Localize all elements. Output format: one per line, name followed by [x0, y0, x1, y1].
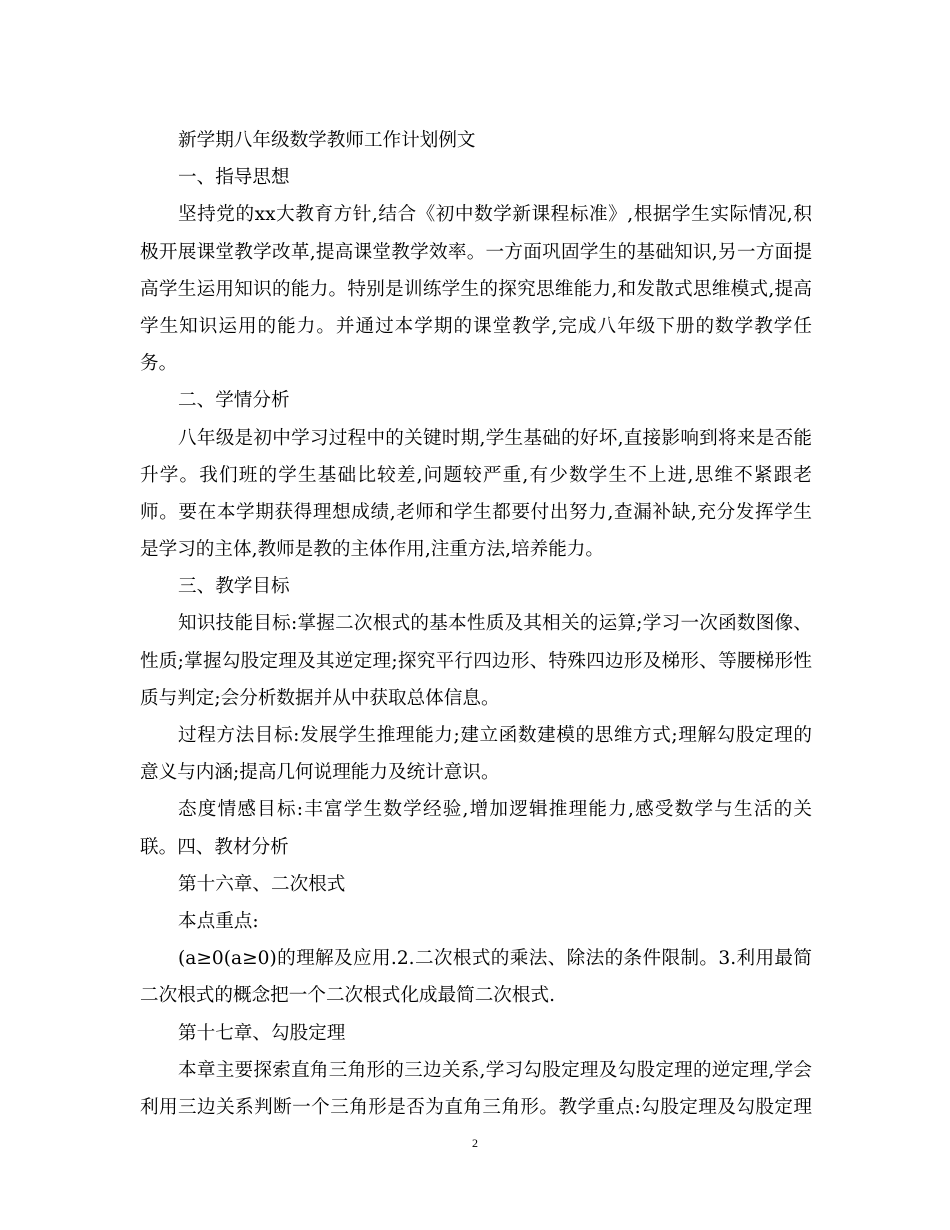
text-line: 过程方法目标:发展学生推理能力;建立函数建模的思维方式;理解勾股定理的 — [178, 725, 812, 746]
text-line: 联。四、教材分析 — [140, 836, 289, 858]
text-line: 质与判定;会分析数据并从中获取总体信息。 — [140, 687, 500, 709]
page-number: 2 — [472, 1136, 478, 1150]
text-line: 学生知识运用的能力。并通过本学期的课堂教学,完成八年级下册的数学教学任 — [140, 315, 812, 337]
text-line: 务。 — [140, 353, 178, 375]
text-line: 利用三边关系判断一个三角形是否为直角三角形。教学重点:勾股定理及勾股定理 — [140, 1096, 812, 1118]
document-title: 新学期八年级数学教师工作计划例文 — [178, 130, 476, 151]
text-line: 性质;掌握勾股定理及其逆定理;探究平行四边形、特殊四边形及梯形、等腰梯形性 — [140, 650, 812, 672]
text-line: 知识技能目标:掌握二次根式的基本性质及其相关的运算;学习一次函数图像、 — [178, 613, 812, 635]
text-line: (a≥0(a≥0)的理解及应用.2.二次根式的乘法、除法的条件限制。3.利用最简 — [178, 948, 812, 970]
text-line: 极开展课堂教学改革,提高课堂教学效率。一方面巩固学生的基础知识,另一方面提 — [140, 241, 812, 263]
text-line: 本点重点: — [178, 910, 259, 932]
text-line: 本章主要探索直角三角形的三边关系,学习勾股定理及勾股定理的逆定理,学会 — [178, 1059, 812, 1081]
text-line: 第十六章、二次根式 — [178, 873, 346, 895]
text-line: 一、指导思想 — [178, 167, 290, 189]
text-line: 第十七章、勾股定理 — [178, 1022, 346, 1044]
text-line: 二、学情分析 — [178, 390, 290, 412]
document-body — [140, 122, 812, 1126]
text-line: 是学习的主体,教师是教的主体作用,注重方法,培养能力。 — [140, 539, 604, 561]
text-line: 升学。我们班的学生基础比较差,问题较严重,有少数学生不上进,思维不紧跟老 — [140, 464, 812, 486]
text-line: 三、教学目标 — [178, 576, 290, 598]
text-line: 八年级是初中学习过程中的关键时期,学生基础的好坏,直接影响到将来是否能 — [178, 427, 812, 449]
text-line: 态度情感目标:丰富学生数学经验,增加逻辑推理能力,感受数学与生活的关 — [178, 799, 812, 821]
text-line: 二次根式的概念把一个二次根式化成最简二次根式. — [140, 985, 555, 1007]
text-line: 高学生运用知识的能力。特别是训练学生的探究思维能力,和发散式思维模式,提高 — [140, 278, 812, 300]
text-line: 师。要在本学期获得理想成绩,老师和学生都要付出努力,查漏补缺,充分发挥学生 — [140, 501, 812, 523]
text-line: 坚持党的xx大教育方针,结合《初中数学新课程标准》,根据学生实际情况,积 — [178, 204, 812, 226]
text-line: 意义与内涵;提高几何说理能力及统计意识。 — [140, 762, 500, 784]
